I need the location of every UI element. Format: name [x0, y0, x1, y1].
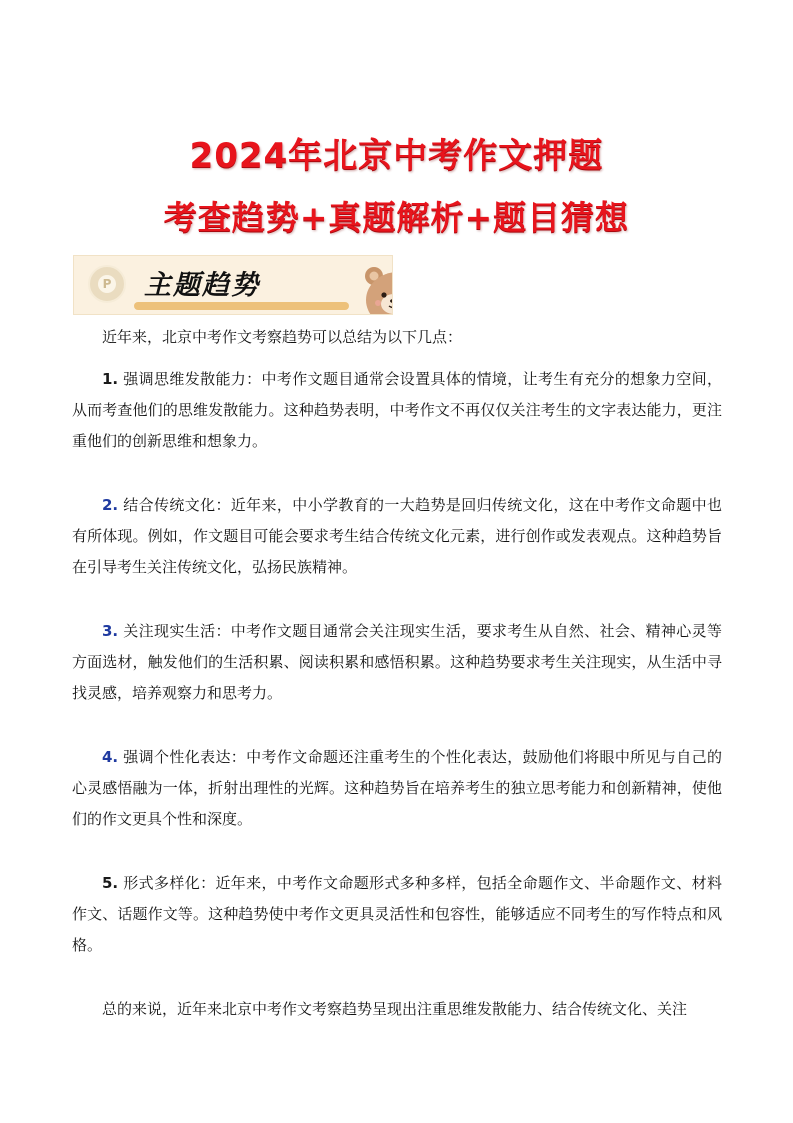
coin-letter: P: [98, 275, 116, 293]
document-title: 2024年北京中考作文押题: [189, 136, 604, 176]
point-text: 形式多样化：近年来，中考作文命题形式多种多样，包括全命题作文、半命题作文、材料作文、话题作文等。这种趋势使中考作文更具灵活性和包容性，能够适应不同考生的写作特点和风格。: [72, 874, 722, 954]
document-subtitle: 考查趋势+真题解析+题目猜想: [163, 198, 630, 237]
trend-point-2: [72, 490, 722, 583]
point-text: 关注现实生活：中考作文题目通常会关注现实生活，要求考生从自然、社会、精神心灵等方面选材，触发他们的生活积累、阅读积累和感悟积累。这种趋势要求考生关注现实，从生活中寻找灵感，培养观察力和思考力。: [72, 622, 722, 702]
point-text: 强调思维发散能力：中考作文题目通常会设置具体的情境，让考生有充分的想象力空间，从而考查他们的思维发散能力。这种趋势表明，中考作文不再仅仅关注考生的文字表达能力，更注重他们的创新思维和想象力。: [72, 370, 722, 450]
point-number: 3.: [102, 622, 119, 640]
trend-point-4: [72, 742, 722, 835]
bear-mascot-icon: [360, 262, 393, 315]
section-title: 主题趋势: [144, 270, 260, 301]
point-number: 2.: [102, 496, 119, 514]
coin-icon: [88, 265, 126, 303]
point-number: 4.: [102, 748, 119, 766]
point-text: 结合传统文化：近年来，中小学教育的一大趋势是回归传统文化，这在中考作文命题中也有所体现。例如，作文题目可能会要求考生结合传统文化元素，进行创作或发表观点。这种趋势旨在引导考生关注传统文化，弘扬民族精神。: [72, 496, 722, 576]
point-text: 强调个性化表达：中考作文命题还注重考生的个性化表达，鼓励他们将眼中所见与自己的心灵感悟融为一体，折射出理性的光辉。这种趋势旨在培养考生的独立思考能力和创新精神，使他们的作文更具个性和深度。: [72, 748, 722, 828]
trend-point-5: [72, 868, 722, 961]
summary-paragraph: 总的来说，近年来北京中考作文考察趋势呈现出注重思维发散能力、结合传统文化、关注: [102, 1000, 688, 1018]
trend-point-3: [72, 616, 722, 709]
point-number: 5.: [102, 874, 119, 892]
trend-point-1: [72, 364, 722, 457]
section-banner: [73, 255, 393, 315]
intro-paragraph: 近年来，北京中考作文考察趋势可以总结为以下几点：: [102, 328, 463, 346]
point-number: 1.: [102, 370, 119, 388]
